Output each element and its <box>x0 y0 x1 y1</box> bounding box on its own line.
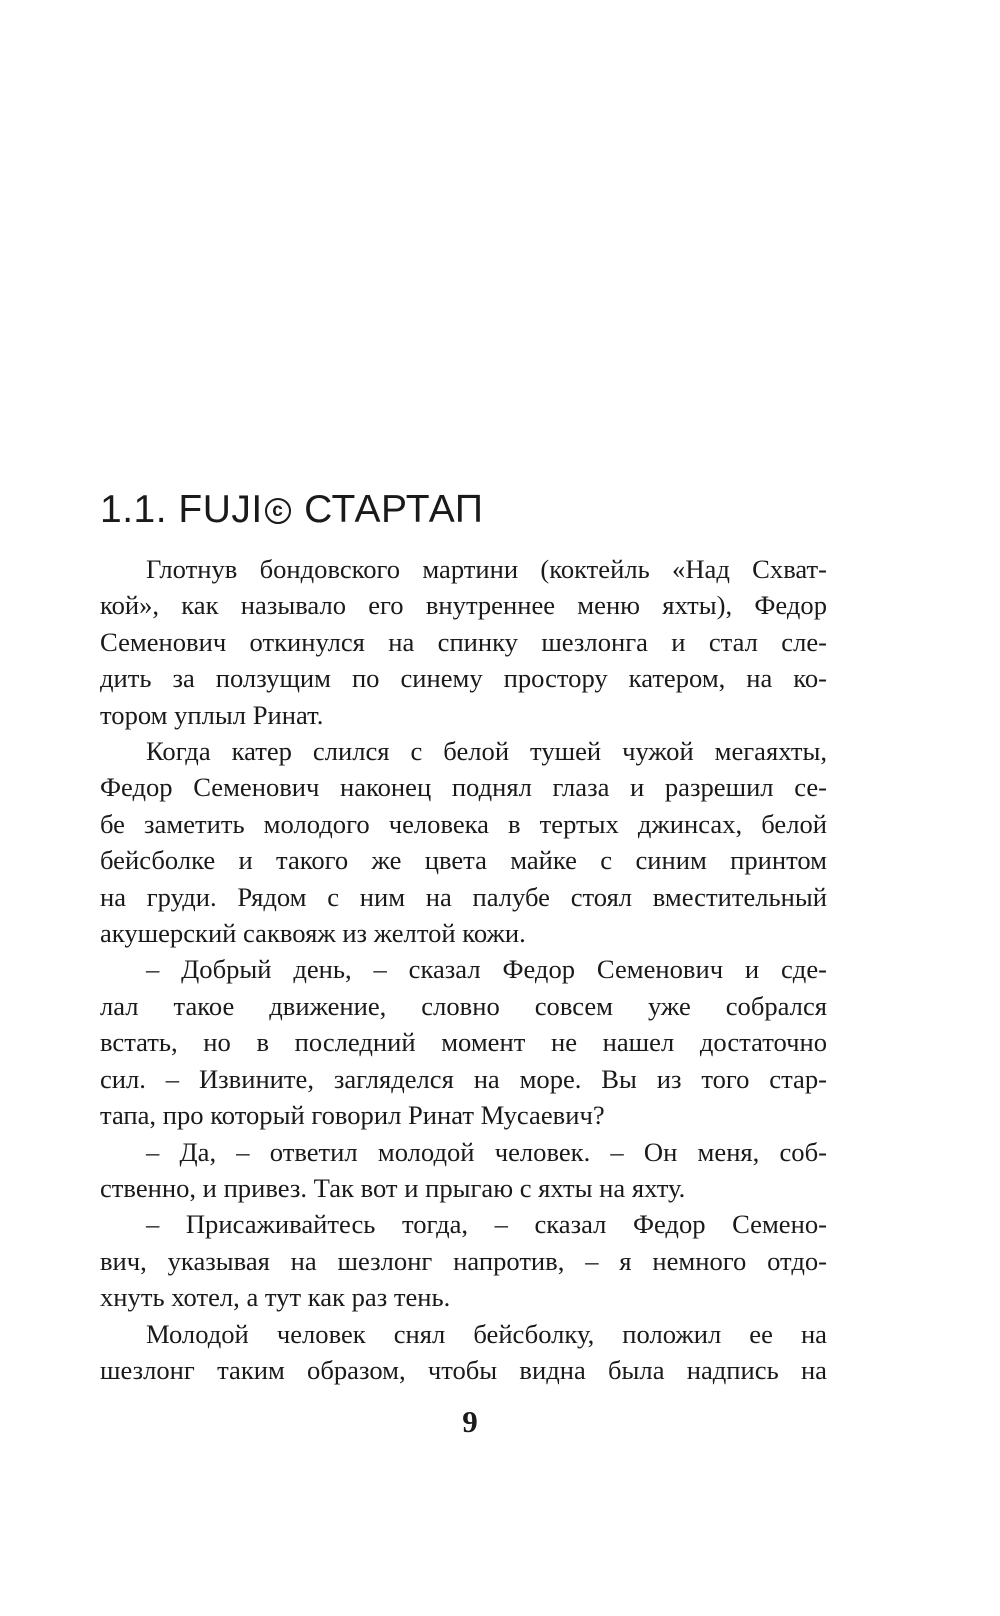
paragraph <box>100 951 827 1133</box>
text-line: на груди. Рядом с ним на палубе стоял вместительный <box>100 881 827 912</box>
chapter-title <box>100 487 483 533</box>
copyright-mark-icon: c <box>265 498 291 524</box>
text-line: Глотнув бондовского мартини (коктейль «Над Схват- <box>146 554 827 584</box>
paragraph <box>100 733 827 951</box>
text-line: лал такое движение, словно совсем уже собрался <box>100 990 827 1021</box>
paragraph <box>100 1206 827 1315</box>
text-line: шезлонг таким образом, чтобы видна была надпись на <box>100 1354 827 1385</box>
text-line: – Да, – ответил молодой человек. – Он меня, соб- <box>146 1136 827 1167</box>
paragraph <box>100 1316 827 1389</box>
text-line: – Добрый день, – сказал Федор Семенович и сде- <box>146 954 827 985</box>
paragraph <box>100 551 827 733</box>
chapter-title-part2: СТАРТАП <box>304 488 484 531</box>
text-line: тором уплыл Ринат. <box>100 699 324 730</box>
page-number: 9 <box>462 1404 478 1439</box>
text-line: дить за ползущим по синему простору катером, на ко- <box>100 663 827 694</box>
chapter-title-part1: FUJI <box>178 488 263 531</box>
text-line: Когда катер слился с белой тушей чужой мегаяхты, <box>146 736 827 767</box>
text-line: встать, но в последний момент не нашел достаточно <box>100 1027 827 1058</box>
text-line: хнуть хотел, а тут как раз тень. <box>100 1282 451 1313</box>
chapter-number: 1.1. <box>100 488 168 531</box>
paragraph <box>100 1134 827 1207</box>
text-line: – Присаживайтесь тогда, – сказал Федор Семено- <box>146 1209 827 1240</box>
body-text <box>100 551 827 1388</box>
text-line: акушерский саквояж из желтой кожи. <box>100 918 526 949</box>
text-line: вич, указывая на шезлонг напротив, – я немного отдо- <box>100 1245 827 1276</box>
text-line: кой», как называло его внутреннее меню яхты), Федор <box>100 590 827 621</box>
text-line: бе заметить молодого человека в тертых джинсах, белой <box>100 808 827 839</box>
text-line: Молодой человек снял бейсболку, положил ее на <box>146 1318 827 1349</box>
text-line: бейсболке и такого же цвета майке с синим принтом <box>100 845 827 876</box>
text-line: сил. – Извините, загляделся на море. Вы из того стар- <box>100 1063 827 1094</box>
text-line: тапа, про который говорил Ринат Мусаевич? <box>100 1100 605 1131</box>
text-line: ственно, и привез. Так вот и прыгаю с яхты на яхту. <box>100 1172 686 1203</box>
text-line: Семенович откинулся на спинку шезлонга и стал сле- <box>100 626 827 657</box>
text-line: Федор Семенович наконец поднял глаза и разрешил се- <box>100 772 827 803</box>
